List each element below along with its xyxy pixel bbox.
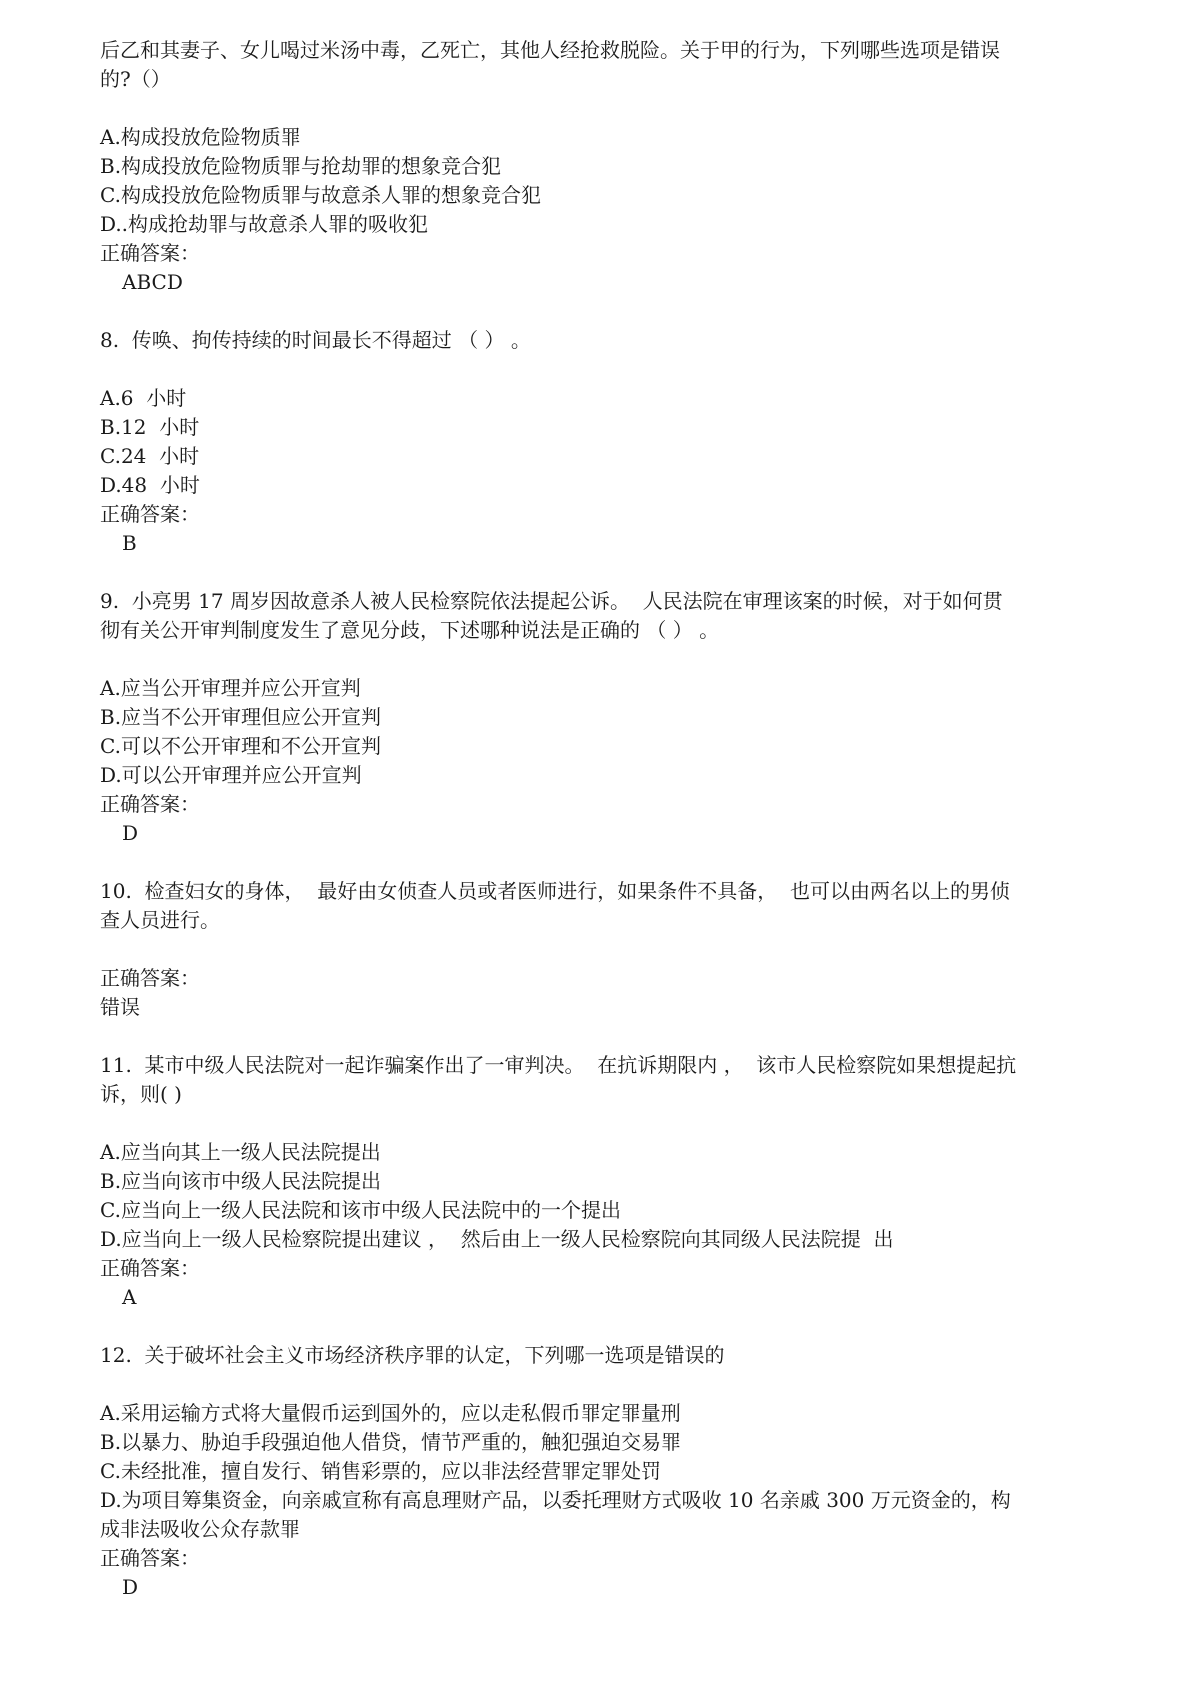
option-a: A.构成投放危险物质罪	[100, 125, 301, 149]
question-8	[100, 326, 1100, 558]
question-7	[100, 36, 1100, 297]
option-d: D.为项目筹集资金，向亲戚宣称有高息理财产品，以委托理财方式吸收 10 名亲戚 300 万元资金的，构	[100, 1488, 1011, 1512]
question-stem-line: 诉，则( )	[100, 1082, 182, 1106]
option-d: D.应当向上一级人民检察院提出建议 ， 然后由上一级人民检察院向其同级人民法院提 出	[100, 1227, 894, 1251]
option-c: C.可以不公开审理和不公开宣判	[100, 734, 381, 758]
answer-label: 正确答案：	[100, 1256, 200, 1280]
option-a: A.采用运输方式将大量假币运到国外的，应以走私假币罪定罪量刑	[100, 1401, 681, 1425]
option-b: B.应当不公开审理但应公开宣判	[100, 705, 382, 729]
option-d-continued: 成非法吸收公众存款罪	[100, 1517, 300, 1541]
question-stem-line: 彻有关公开审判制度发生了意见分歧，下述哪种说法是正确的 （ ） 。	[100, 618, 720, 642]
answer-value: ABCD	[122, 270, 183, 294]
option-a: A.应当公开审理并应公开宣判	[100, 676, 361, 700]
option-a: A.应当向其上一级人民法院提出	[100, 1140, 381, 1164]
question-stem-line: 8. 传唤、拘传持续的时间最长不得超过 （ ） 。	[100, 328, 531, 352]
option-b: B.12 小时	[100, 415, 200, 439]
question-9	[100, 587, 1100, 848]
option-c: C.应当向上一级人民法院和该市中级人民法院中的一个提出	[100, 1198, 621, 1222]
option-b: B.以暴力、胁迫手段强迫他人借贷，情节严重的，触犯强迫交易罪	[100, 1430, 682, 1454]
answer-value: D	[122, 1575, 139, 1599]
question-stem-line: 9. 小亮男 17 周岁因故意杀人被人民检察院依法提起公诉。 人民法院在审理该案的时候，对于如何贯	[100, 589, 1003, 613]
option-d: D.可以公开审理并应公开宣判	[100, 763, 362, 787]
option-b: B.构成投放危险物质罪与抢劫罪的想象竞合犯	[100, 154, 502, 178]
question-stem-line: 12. 关于破坏社会主义市场经济秩序罪的认定，下列哪一选项是错误的	[100, 1343, 725, 1367]
answer-label: 正确答案：	[100, 241, 200, 265]
option-c: C.构成投放危险物质罪与故意杀人罪的想象竞合犯	[100, 183, 541, 207]
document-page	[100, 36, 1100, 1602]
answer-value: 错误	[100, 995, 140, 1019]
answer-label: 正确答案：	[100, 1546, 200, 1570]
question-10	[100, 877, 1100, 1022]
answer-label: 正确答案：	[100, 966, 200, 990]
answer-value: A	[122, 1285, 137, 1309]
option-d: D..构成抢劫罪与故意杀人罪的吸收犯	[100, 212, 429, 236]
option-b: B.应当向该市中级人民法院提出	[100, 1169, 382, 1193]
question-stem-line: 11. 某市中级人民法院对一起诈骗案作出了一审判决。 在抗诉期限内 ， 该市人民检察院如果想提起抗	[100, 1053, 1017, 1077]
option-c: C.24 小时	[100, 444, 200, 468]
question-stem-line: 的?（）	[100, 67, 171, 91]
question-stem-line: 查人员进行。	[100, 908, 220, 932]
answer-value: D	[122, 821, 139, 845]
answer-label: 正确答案：	[100, 792, 200, 816]
option-c: C.未经批准，擅自发行、销售彩票的，应以非法经营罪定罪处罚	[100, 1459, 661, 1483]
question-11	[100, 1051, 1100, 1312]
question-stem-line: 后乙和其妻子、女儿喝过米汤中毒，乙死亡，其他人经抢救脱险。关于甲的行为，下列哪些选项是错误	[100, 38, 1000, 62]
question-stem-line: 10. 检查妇女的身体， 最好由女侦查人员或者医师进行，如果条件不具备， 也可以由两名以上的男侦	[100, 879, 1010, 903]
option-d: D.48 小时	[100, 473, 200, 497]
question-12	[100, 1341, 1100, 1602]
option-a: A.6 小时	[100, 386, 187, 410]
answer-label: 正确答案：	[100, 502, 200, 526]
answer-value: B	[122, 531, 137, 555]
